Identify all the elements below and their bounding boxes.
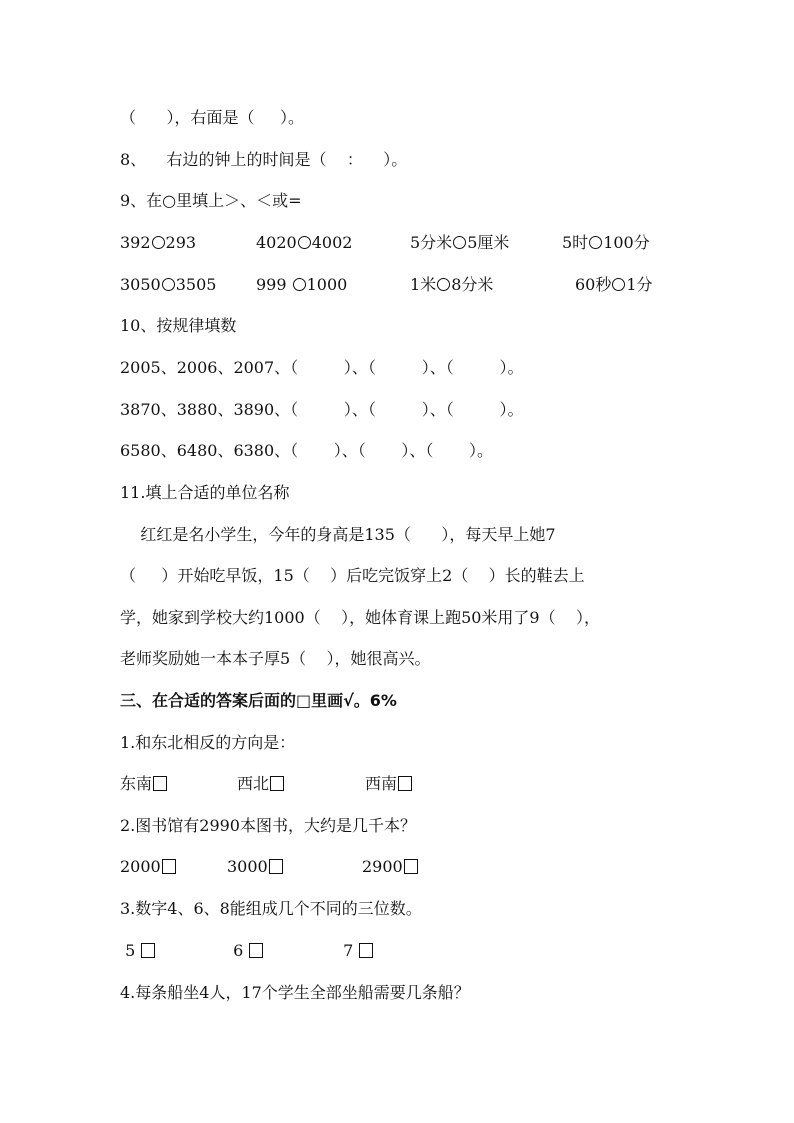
choice-option: 6 — [228, 941, 263, 961]
checkbox-icon[interactable] — [153, 776, 167, 791]
paragraph-line-2: （ ）开始吃早饭，15（ ）后吃完饭穿上2（ ）长的鞋去上 — [120, 566, 585, 585]
paragraph-line-3: 学，她家到学校大约1000（ ），她体育课上跑50米用了9（ ）， — [120, 608, 600, 627]
compare-item: 5分米 5厘米 — [410, 233, 510, 252]
checkbox-icon[interactable] — [398, 776, 412, 791]
blank-circle-icon — [589, 236, 602, 249]
choice-option: 5 — [120, 941, 155, 961]
choice-option: 2000 — [120, 857, 176, 877]
sequence-line-2: 3870、3880、3890、（ ）、（ ）、（ ）。 — [120, 400, 524, 419]
compare-item: 60秒 1分 — [575, 275, 653, 294]
choice-option: 西南 — [365, 774, 412, 794]
choice-option: 3000 — [227, 857, 283, 877]
choice-question-3: 3.数字4、6、8能组成几个不同的三位数。 — [120, 899, 422, 918]
blank-circle-icon — [152, 236, 165, 249]
paragraph-line-4: 老师奖励她一本本子厚5（ ），她很高兴。 — [120, 649, 431, 668]
compare-item: 999 1000 — [256, 275, 348, 294]
blank-circle-icon — [612, 278, 625, 291]
section-3-heading: 三、在合适的答案后面的□里画√。6% — [120, 691, 397, 710]
compare-item: 4020 4002 — [256, 233, 353, 252]
checkbox-icon[interactable] — [359, 943, 373, 958]
checkbox-icon[interactable] — [269, 859, 283, 874]
fill-line-right-side: （ ），右面是（ ）。 — [120, 108, 304, 127]
choice-question-4: 4.每条船坐4人，17个学生全部坐船需要几条船？ — [120, 983, 470, 1002]
compare-item: 3050 3505 — [120, 275, 217, 294]
question-11-title: 11.填上合适的单位名称 — [120, 483, 290, 502]
choice-option: 东南 — [120, 774, 167, 794]
blank-circle-icon — [453, 236, 466, 249]
choice-option: 7 — [338, 941, 373, 961]
choice-question-1: 1.和东北相反的方向是： — [120, 733, 296, 752]
checkbox-icon[interactable] — [162, 859, 176, 874]
blank-circle-icon — [293, 278, 306, 291]
blank-circle-icon — [298, 236, 311, 249]
sequence-line-3: 6580、6480、6380、（ ）、（ ）、（ ）。 — [120, 441, 493, 460]
compare-item: 5时 100分 — [562, 233, 650, 252]
compare-item: 1米 8分米 — [410, 275, 494, 294]
choice-question-2: 2.图书馆有2990本图书，大约是几千本？ — [120, 816, 416, 835]
compare-item: 392 293 — [120, 233, 197, 252]
sequence-line-1: 2005、2006、2007、（ ）、（ ）、（ ）。 — [120, 358, 524, 377]
paragraph-line-1: 红红是名小学生，今年的身高是135（ ），每天早上她7 — [120, 525, 556, 544]
checkbox-icon[interactable] — [270, 776, 284, 791]
choice-option: 西北 — [237, 774, 284, 794]
blank-circle-icon — [162, 278, 175, 291]
blank-circle-icon — [437, 278, 450, 291]
checkbox-icon[interactable] — [249, 943, 263, 958]
checkbox-icon[interactable] — [404, 859, 418, 874]
choice-option: 2900 — [362, 857, 418, 877]
checkbox-icon[interactable] — [141, 943, 155, 958]
question-10-title: 10、按规律填数 — [120, 316, 237, 335]
question-9-title: 9、在○里填上＞、＜或= — [120, 191, 302, 210]
question-8: 8、 右边的钟上的时间是（ ： ）。 — [120, 150, 408, 169]
